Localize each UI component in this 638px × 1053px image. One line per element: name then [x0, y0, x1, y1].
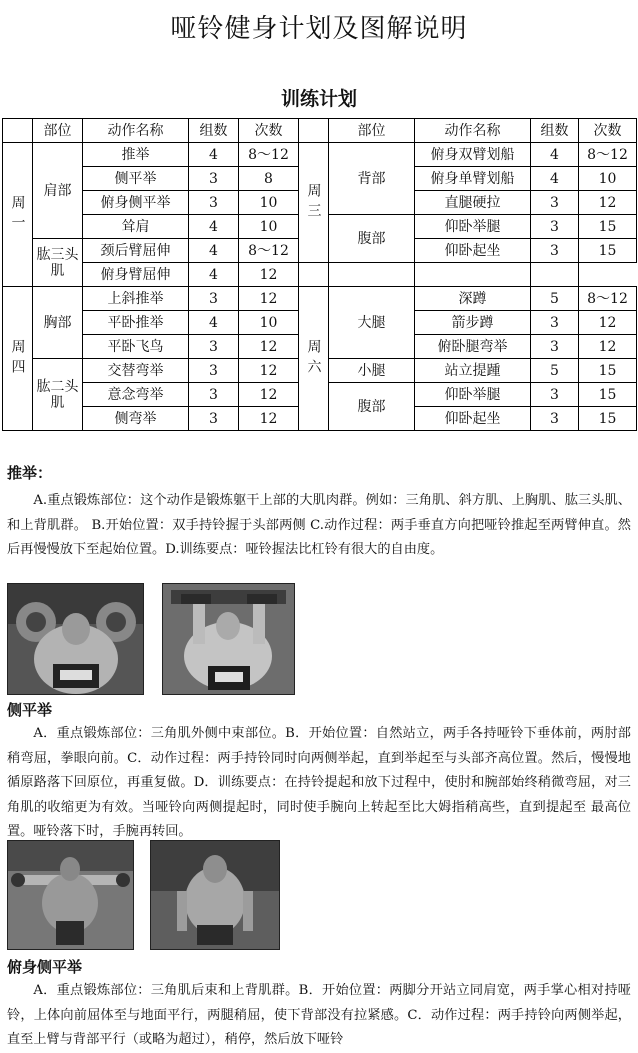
- document-title: 哑铃健身计划及图解说明: [170, 14, 468, 44]
- reps-cell: 12: [239, 287, 299, 311]
- sets-cell: 4: [189, 215, 239, 239]
- header-cell: 次数: [579, 119, 637, 143]
- exercise-name-cell: 深蹲: [415, 287, 531, 311]
- filler-sets-cell: [415, 263, 531, 287]
- header-cell: 组数: [189, 119, 239, 143]
- sets-cell: 4: [189, 263, 239, 287]
- filler-name-cell: [329, 263, 415, 287]
- sets-cell: 3: [531, 311, 579, 335]
- section-heading: 侧平举: [7, 701, 53, 719]
- reps-cell: 10: [579, 167, 637, 191]
- sets-cell: 4: [531, 167, 579, 191]
- section-text: A．重点锻炼部位：三角肌后束和上背肌群。B．开始位置：两脚分开站立同肩宽，两手掌心相对持哑铃，上体向前屈体至与地面平行，两腿稍屈，使下背部没有拉紧感。C．动作过程：两手持铃向两侧举起，直至上臂与背部平行（或略为超过），稍停，然后放下哑铃: [7, 983, 631, 1047]
- reps-cell: 12: [579, 335, 637, 359]
- body-part-cell: 背部: [329, 143, 415, 215]
- reps-cell: 8: [239, 167, 299, 191]
- sets-cell: 3: [189, 383, 239, 407]
- reps-cell: 12: [239, 407, 299, 431]
- table-row: [3, 143, 637, 167]
- header-day-cell: [3, 119, 33, 143]
- press-photo-1: [7, 583, 144, 695]
- exercise-name-cell: 耸肩: [83, 215, 189, 239]
- reps-cell: 12: [239, 335, 299, 359]
- reps-cell: 12: [579, 311, 637, 335]
- exercise-name-cell: 上斜推举: [83, 287, 189, 311]
- reps-cell: 10: [239, 191, 299, 215]
- sets-cell: 3: [189, 407, 239, 431]
- exercise-name-cell: 交替弯举: [83, 359, 189, 383]
- sets-cell: 4: [189, 239, 239, 263]
- sets-cell: 5: [531, 359, 579, 383]
- exercise-name-cell: 平卧推举: [83, 311, 189, 335]
- reps-cell: 15: [579, 359, 637, 383]
- exercise-name-cell: 颈后臂屈伸: [83, 239, 189, 263]
- reps-cell: 10: [239, 311, 299, 335]
- exercise-name-cell: 意念弯举: [83, 383, 189, 407]
- exercise-name-cell: 仰卧举腿: [415, 383, 531, 407]
- header-cell: 动作名称: [83, 119, 189, 143]
- reps-cell: 15: [579, 215, 637, 239]
- body-part-cell: 肱三头肌: [33, 239, 83, 287]
- exercise-name-cell: 推举: [83, 143, 189, 167]
- reps-cell: 15: [579, 239, 637, 263]
- reps-cell: 15: [579, 383, 637, 407]
- reps-cell: 8～12: [579, 143, 637, 167]
- sets-cell: 3: [189, 191, 239, 215]
- sets-cell: 3: [531, 383, 579, 407]
- training-plan-table: [2, 118, 637, 431]
- exercise-name-cell: 侧弯举: [83, 407, 189, 431]
- lateral-raise-photo-2: [150, 840, 280, 950]
- exercise-name-cell: 平卧飞鸟: [83, 335, 189, 359]
- reps-cell: 8～12: [239, 143, 299, 167]
- exercise-name-cell: 俯身侧平举: [83, 191, 189, 215]
- header-day-cell: [299, 119, 329, 143]
- sets-cell: 3: [189, 359, 239, 383]
- section-bent-over-raise: [7, 956, 631, 1053]
- day-cell: 周三: [299, 143, 329, 263]
- section-text: A.重点锻炼部位：这个动作是锻炼躯干上部的大肌肉群。例如：三角肌、斜方肌、上胸肌、肱三头肌、和上背肌群。 B.开始位置：双手持铃握于头部两侧 C.动作过程：两手垂直方向把哑铃推起至两臂伸直。然后再慢慢放下至起始位置。D.训练要点：哑铃握法比杠铃有很大的自由度。: [7, 493, 631, 557]
- reps-cell: 15: [579, 407, 637, 431]
- filler-reps-cell: [531, 263, 579, 287]
- day-cell: 周一: [3, 143, 33, 287]
- table-row: [3, 263, 637, 287]
- exercise-name-cell: 仰卧起坐: [415, 407, 531, 431]
- header-cell: 组数: [531, 119, 579, 143]
- reps-cell: 8～12: [239, 239, 299, 263]
- body-part-cell: 腹部: [329, 215, 415, 263]
- section-text: A．重点锻炼部位：三角肌外侧中束部位。B．开始位置：自然站立，两手各持哑铃下垂体前，两肘部稍弯屈，拳眼向前。C．动作过程：两手持铃同时向两侧举起，直到举起至与头部齐高位置。然后，慢慢地循原路落下回原位，再重复做。D．训练要点：在持铃提起和放下过程中，使肘和腕部始终稍微弯屈，对三角肌的收缩更为有效。当哑铃向两侧提起时，同时使手腕向上转起至比大姆指稍高些，直到提起至 最高位置。哑铃落下时，手腕再转回。: [7, 726, 631, 839]
- sets-cell: 3: [189, 167, 239, 191]
- exercise-name-cell: 俯身单臂划船: [415, 167, 531, 191]
- section-heading: 俯身侧平举: [7, 958, 83, 976]
- sets-cell: 4: [189, 143, 239, 167]
- sets-cell: 3: [189, 335, 239, 359]
- reps-cell: 12: [579, 191, 637, 215]
- body-part-cell: 胸部: [33, 287, 83, 359]
- exercise-name-cell: 俯卧腿弯举: [415, 335, 531, 359]
- sets-cell: 4: [189, 311, 239, 335]
- section-lateral-raise: [7, 699, 631, 845]
- table-row: [3, 287, 637, 311]
- reps-cell: 10: [239, 215, 299, 239]
- day-cell: 周六: [299, 287, 329, 431]
- sets-cell: 4: [531, 143, 579, 167]
- header-cell: 部位: [329, 119, 415, 143]
- exercise-name-cell: 仰卧举腿: [415, 215, 531, 239]
- sets-cell: 5: [531, 287, 579, 311]
- reps-cell: 12: [239, 359, 299, 383]
- exercise-name-cell: 俯身臂屈伸: [83, 263, 189, 287]
- exercise-name-cell: 侧平举: [83, 167, 189, 191]
- body-part-cell: 大腿: [329, 287, 415, 359]
- press-photo-2: [162, 583, 295, 695]
- sets-cell: 3: [531, 335, 579, 359]
- reps-cell: 12: [239, 383, 299, 407]
- exercise-name-cell: 直腿硬拉: [415, 191, 531, 215]
- body-part-cell: 小腿: [329, 359, 415, 383]
- table-header-row: [3, 119, 637, 143]
- body-part-cell: 肱二头肌: [33, 359, 83, 431]
- reps-cell: 12: [239, 263, 299, 287]
- exercise-name-cell: 俯身双臂划船: [415, 143, 531, 167]
- exercise-name-cell: 站立提踵: [415, 359, 531, 383]
- section-heading: 推举：: [7, 464, 53, 482]
- header-cell: 部位: [33, 119, 83, 143]
- body-part-cell: 肩部: [33, 143, 83, 239]
- sets-cell: 3: [531, 239, 579, 263]
- sets-cell: 3: [531, 407, 579, 431]
- header-cell: 动作名称: [415, 119, 531, 143]
- body-part-cell: 腹部: [329, 383, 415, 431]
- lateral-raise-photo-1: [7, 840, 134, 950]
- sets-cell: 3: [531, 215, 579, 239]
- table-title: 训练计划: [280, 88, 357, 110]
- day-cell: 周四: [3, 287, 33, 431]
- sets-cell: 3: [189, 287, 239, 311]
- reps-cell: 8～12: [579, 287, 637, 311]
- exercise-name-cell: 仰卧起坐: [415, 239, 531, 263]
- filler-part-cell: [299, 263, 329, 287]
- section-press: [7, 462, 631, 563]
- sets-cell: 3: [531, 191, 579, 215]
- exercise-name-cell: 箭步蹲: [415, 311, 531, 335]
- header-cell: 次数: [239, 119, 299, 143]
